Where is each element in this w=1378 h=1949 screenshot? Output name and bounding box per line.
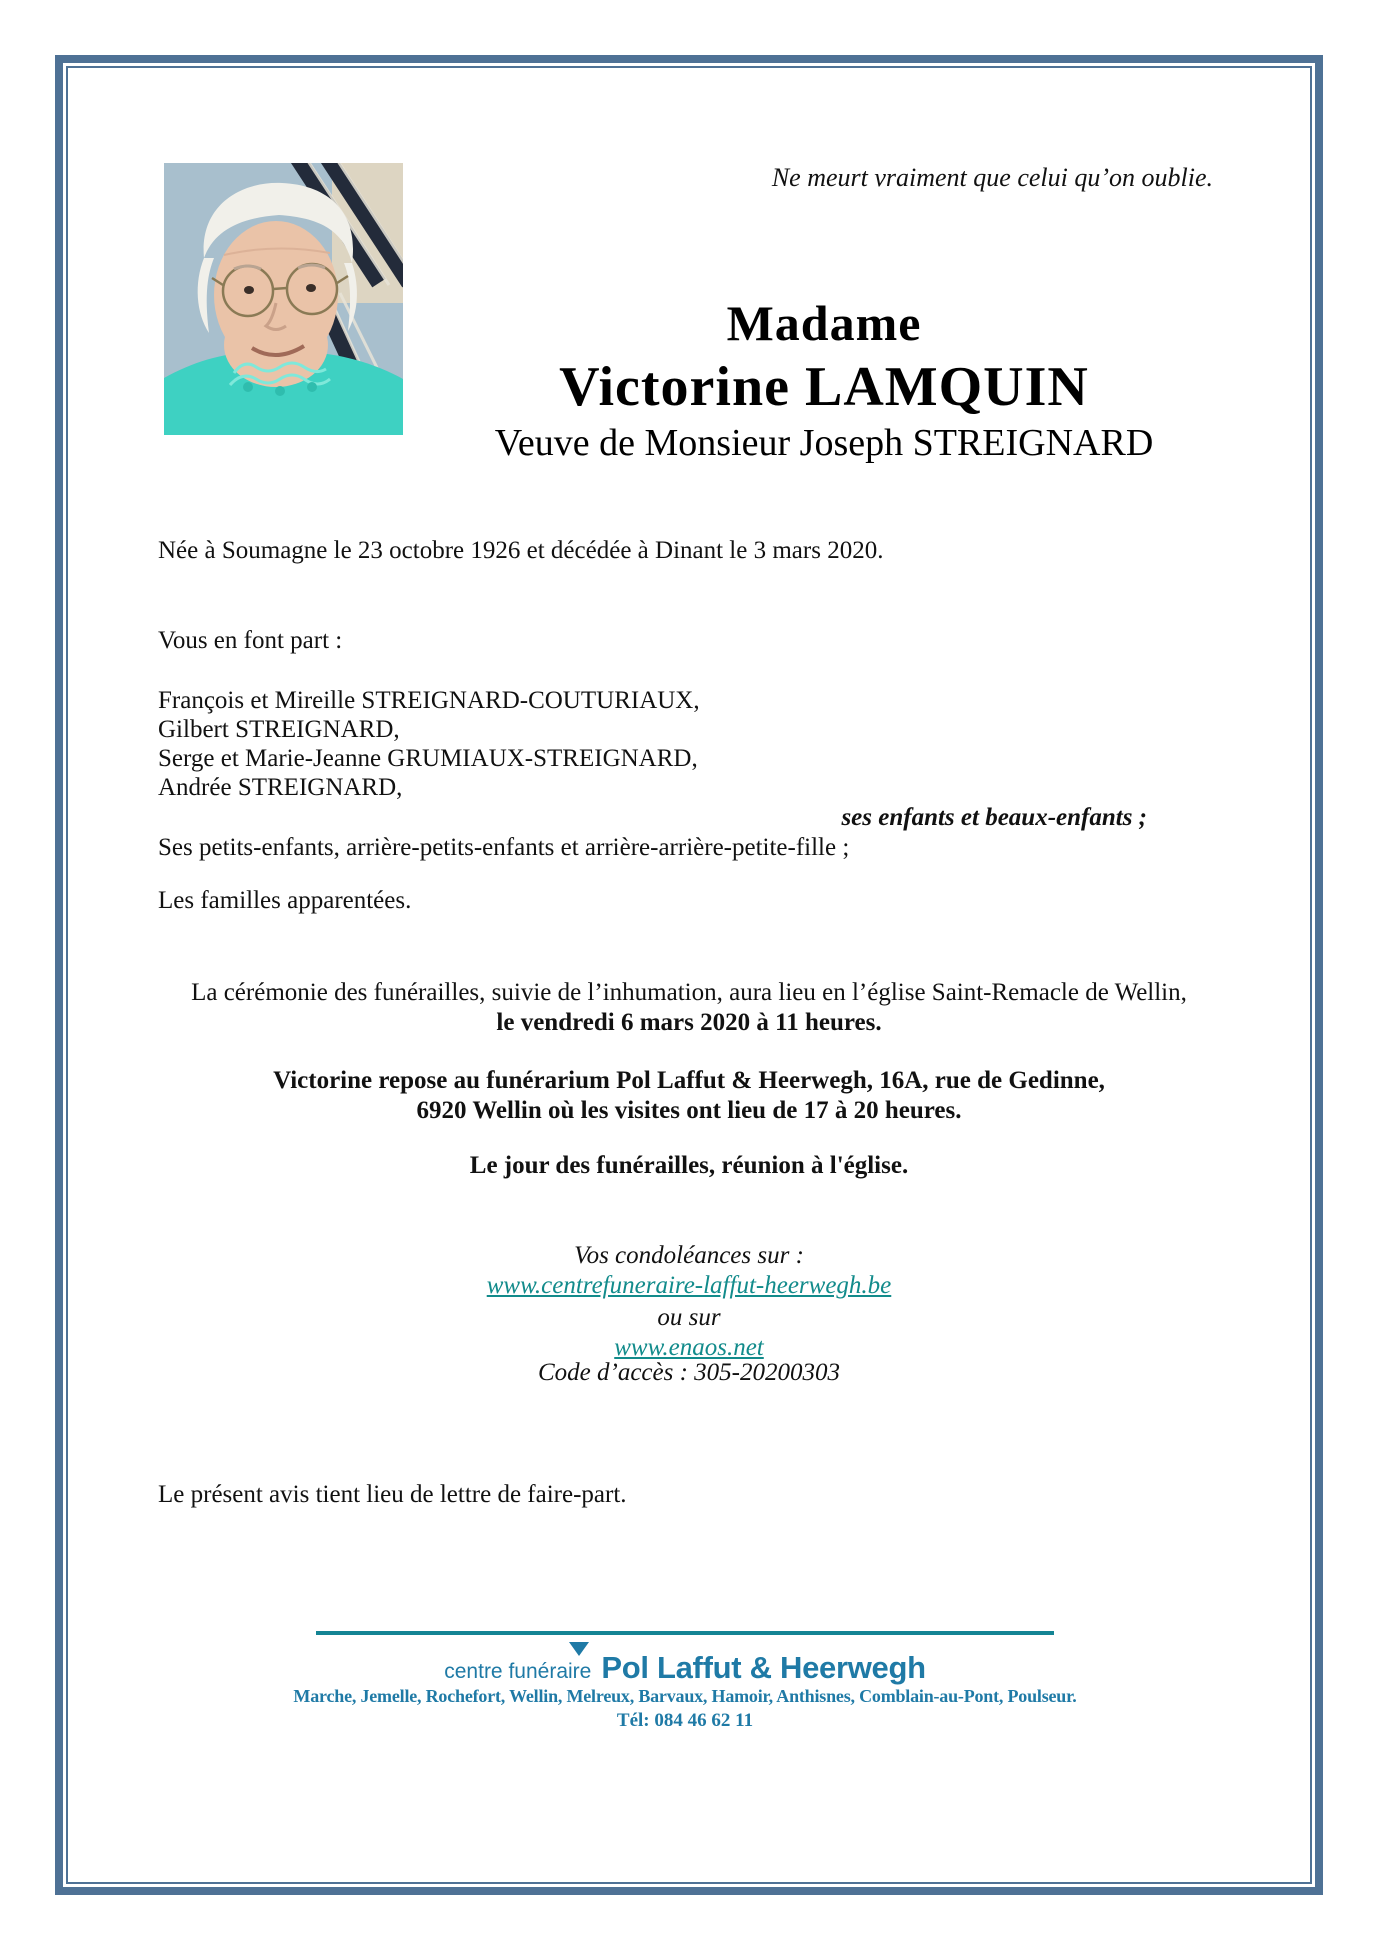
funeral-home-website-link[interactable]: www.centrefuneraire-laffut-heerwegh.be [486, 1272, 892, 1299]
ceremony-line-1: La cérémonie des funérailles, suivie de l’inhumation, aura lieu en l’église Saint-Remacle de Wellin, [191, 979, 1187, 1006]
family-list [158, 686, 700, 802]
children-note: ses enfants et beaux-enfants ; [841, 804, 1147, 831]
brand-prefix: centre funéraire [444, 1660, 592, 1683]
reunion-line: Le jour des funérailles, réunion à l'église. [469, 1152, 909, 1179]
family-member: François et Mireille STREIGNARD-COUTURIAUX, [158, 687, 700, 714]
ceremony-line-2: le vendredi 6 mars 2020 à 11 heures. [496, 1009, 882, 1036]
condolences-intro: Vos condoléances sur : [574, 1242, 804, 1269]
title-block [280, 292, 1368, 466]
footer-divider [316, 1631, 1054, 1635]
funeral-home-brand [64, 1650, 1306, 1686]
announcement-line: Vous en font part : [158, 627, 343, 654]
deceased-name: Victorine LAMQUIN [559, 356, 1089, 418]
widow-subtitle: Veuve de Monsieur Joseph STREIGNARD [494, 422, 1154, 464]
footer-locations: Marche, Jemelle, Rochefort, Wellin, Melreux, Barvaux, Hamoir, Anthisnes, Comblain-au-Pont, Poulseur. [293, 1686, 1077, 1706]
access-code-line: Code d’accès : 305-20200303 [537, 1359, 840, 1386]
family-member: Serge et Marie-Jeanne GRUMIAUX-STREIGNARD, [158, 745, 698, 772]
title-salutation: Madame [726, 295, 922, 351]
notice-line: Le présent avis tient lieu de lettre de faire-part. [158, 1481, 627, 1508]
repose-line-1: Victorine repose au funérarium Pol Laffut & Heerwegh, 16A, rue de Gedinne, [273, 1067, 1105, 1094]
condolences-link-1-row [68, 1271, 1310, 1300]
memorial-quote: Ne meurt vraiment que celui qu’on oublie. [771, 163, 1213, 192]
family-member: Andrée STREIGNARD, [158, 774, 403, 801]
grandchildren-line: Ses petits-enfants, arrière-petits-enfants et arrière-arrière-petite-fille ; [158, 834, 850, 861]
brand-name: Pol Laffut & Heerwegh [601, 1650, 926, 1685]
family-member: Gilbert STREIGNARD, [158, 716, 400, 743]
related-families-line: Les familles apparentées. [158, 887, 412, 914]
enaos-website-link[interactable]: www.enaos.net [614, 1334, 764, 1361]
footer-phone: Tél: 084 46 62 11 [616, 1710, 754, 1731]
condolences-or: ou sur [657, 1304, 721, 1331]
birth-death-line: Née à Soumagne le 23 octobre 1926 et décédée à Dinant le 3 mars 2020. [158, 537, 884, 564]
repose-line-2: 6920 Wellin où les visites ont lieu de 17 à 20 heures. [416, 1097, 962, 1124]
